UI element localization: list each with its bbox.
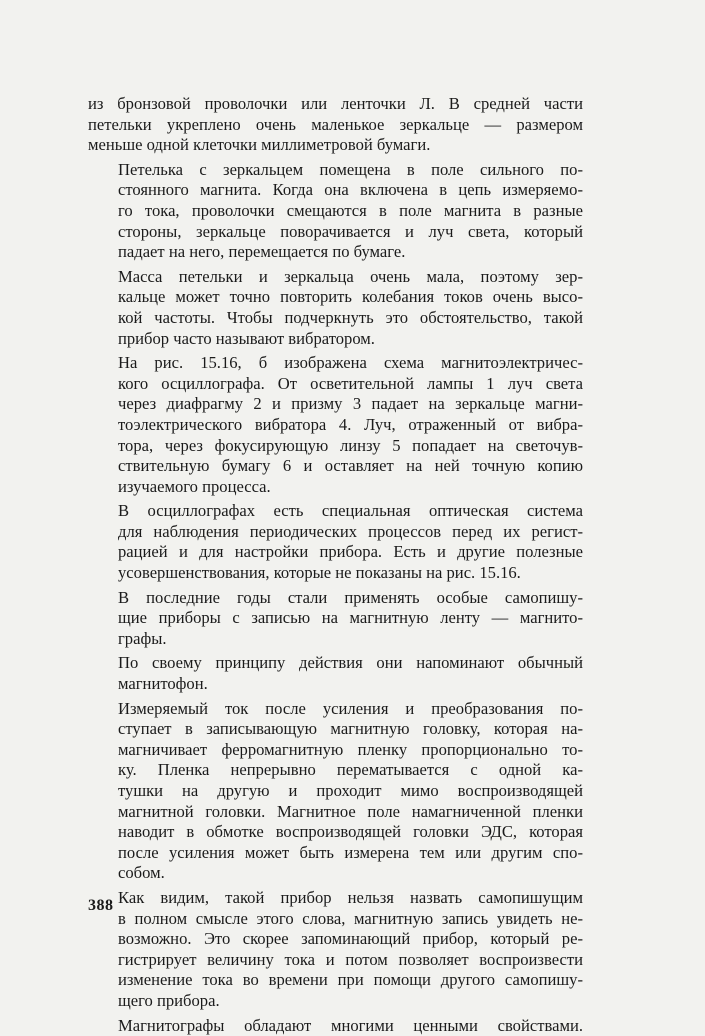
- text-line: гистрирует величину тока и потом позволяет воспроизвести: [118, 949, 583, 969]
- text-line: для наблюдения периодических процессов перед их регист-: [118, 521, 583, 541]
- text-line: тора, через фокусирующую линзу 5 попадает на светочув-: [118, 435, 583, 455]
- text-line: кой частоты. Чтобы подчеркнуть это обстоятельство, такой: [118, 307, 583, 327]
- text-line: петельки укреплено очень маленькое зеркальце — размером: [88, 114, 583, 134]
- text-line: усовершенствования, которые не показаны на рис. 15.16.: [118, 563, 521, 583]
- paragraph-6: [88, 588, 583, 650]
- text-line: магничивает ферромагнитную пленку пропорционально то-: [118, 739, 583, 759]
- text-line: тоэлектрического вибратора 4. Луч, отраженный от вибра-: [118, 414, 583, 434]
- text-line: кого осциллографа. От осветительной лампы 1 луч света: [118, 373, 583, 393]
- text-line: магнитной головки. Магнитное поле намагниченной пленки: [118, 801, 583, 821]
- text-line: собом.: [118, 863, 165, 883]
- text-line: через диафрагму 2 и призму 3 падает на зеркальце магни-: [118, 394, 583, 414]
- page-number: 388: [88, 897, 114, 914]
- text-line: ступает в записывающую магнитную головку, которая на-: [118, 719, 583, 739]
- paragraph-9: [88, 888, 583, 1012]
- text-line: изменение тока во времени при помощи другого самопишу-: [118, 970, 583, 990]
- text-line: прибор часто называют вибратором.: [118, 328, 375, 348]
- text-line: щего прибора.: [118, 990, 220, 1010]
- text-line: го тока, проволочки смещаются в поле магнита в разные: [118, 200, 583, 220]
- text-line: падает на него, перемещается по бумаге.: [118, 242, 406, 262]
- paragraph-5: [88, 501, 583, 583]
- paragraph-7: [88, 653, 583, 694]
- text-line: На рис. 15.16, б изображена схема магнитоэлектричес-: [118, 353, 583, 373]
- text-line: магнитофон.: [118, 674, 208, 694]
- text-line: В осциллографах есть специальная оптическая система: [118, 501, 583, 521]
- text-line: изучаемого процесса.: [118, 476, 271, 496]
- text-line: тушки на другую и проходит мимо воспроизводящей: [118, 781, 583, 800]
- text-line: возможно. Это скорее запоминающий прибор, который ре-: [118, 929, 583, 949]
- paragraph-8: [88, 699, 583, 884]
- paragraph-2: [88, 160, 583, 263]
- text-line: ку. Пленка непрерывно перематывается с одной ка-: [118, 760, 583, 780]
- text-line: Петелька с зеркальцем помещена в поле сильного по-: [118, 159, 583, 179]
- paragraph-1: [88, 94, 583, 156]
- text-line: кальце может точно повторить колебания токов очень высо-: [118, 287, 583, 307]
- text-line: Магнитографы обладают многими ценными свойствами.: [118, 1015, 583, 1035]
- text-line: Масса петельки и зеркальца очень мала, поэтому зер-: [118, 266, 583, 286]
- paragraph-3: [88, 267, 583, 349]
- text-line: ствительную бумагу 6 и оставляет на ней точную копию: [118, 456, 583, 476]
- paragraph-4: [88, 353, 583, 497]
- text-line: графы.: [118, 628, 167, 648]
- text-line: Измеряемый ток после усиления и преобразования по-: [118, 698, 583, 718]
- paragraph-10: [88, 1016, 583, 1036]
- text-line: стороны, зеркальце поворачивается и луч света, который: [118, 221, 583, 241]
- text-line: Как видим, такой прибор нельзя назвать самопишущим: [118, 887, 583, 907]
- text-line: в полном смысле этого слова, магнитную запись увидеть не-: [118, 908, 583, 928]
- text-line: рацией и для настройки прибора. Есть и другие полезные: [118, 542, 583, 562]
- text-line: щие приборы с записью на магнитную ленту — магнито-: [118, 608, 583, 628]
- text-line: В последние годы стали применять особые самопишу-: [118, 587, 583, 607]
- text-line: стоянного магнита. Когда она включена в цепь измеряемо-: [118, 180, 583, 200]
- text-line: меньше одной клеточки миллиметровой бумаги.: [88, 135, 431, 155]
- text-line: после усиления может быть измерена тем или другим спо-: [118, 842, 583, 862]
- text-line: наводит в обмотке воспроизводящей головки ЭДС, которая: [118, 822, 583, 842]
- text-line: из бронзовой проволочки или ленточки Л. В средней части: [88, 94, 583, 113]
- page-body-text: [88, 94, 583, 1036]
- text-line: По своему принципу действия они напоминают обычный: [118, 653, 583, 673]
